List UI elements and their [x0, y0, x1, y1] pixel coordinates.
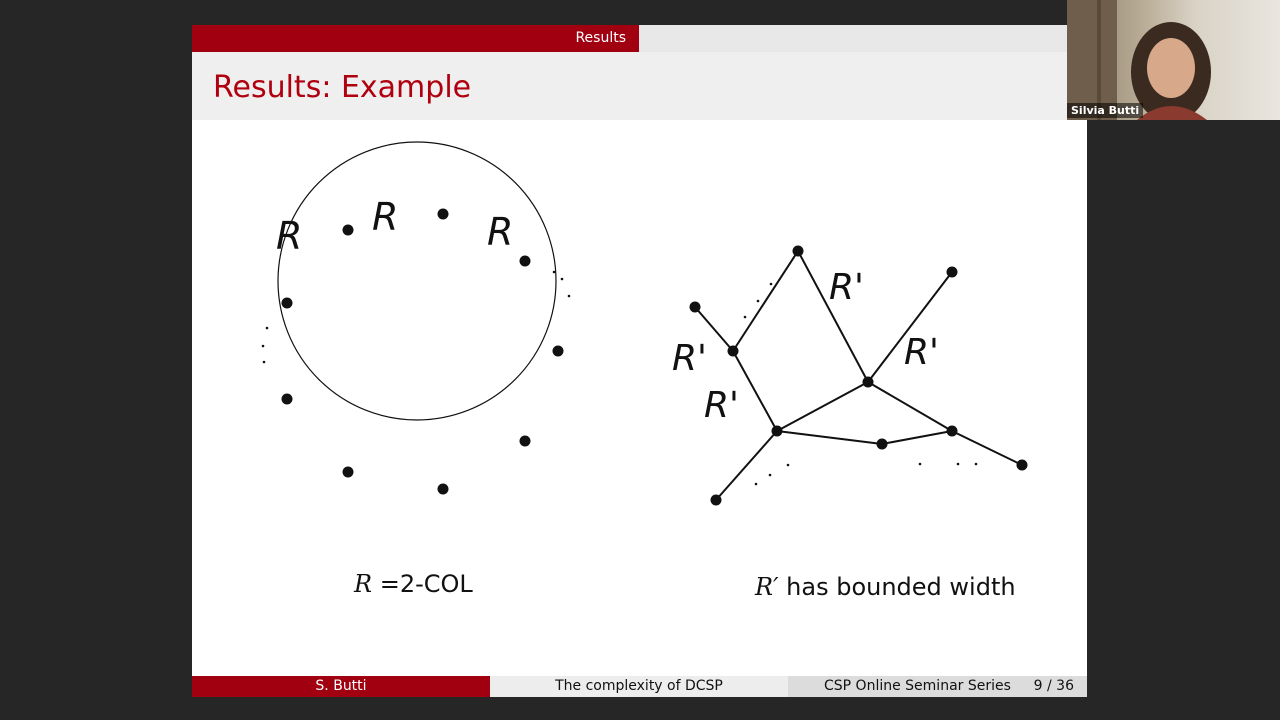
graph-vertex — [1017, 460, 1028, 471]
cycle-vertex — [520, 256, 531, 267]
cycle-vertices — [282, 209, 564, 495]
title-bar — [192, 52, 1087, 120]
graph-vertex — [772, 426, 783, 437]
edge-label-r: R — [487, 210, 514, 254]
footer-page-number: 9 / 36 — [1033, 678, 1074, 694]
section-label: Results — [192, 25, 639, 52]
graph-vertex — [877, 439, 888, 450]
edge-label-r: R — [276, 214, 303, 258]
presentation-slide — [192, 25, 1087, 697]
cycle-vertex — [282, 298, 293, 309]
cycle-edge-labels — [276, 195, 513, 258]
graph-vertex — [711, 495, 722, 506]
slide-footer — [192, 676, 1087, 697]
cycle-circle — [278, 142, 556, 420]
cycle-graph — [278, 142, 556, 420]
cycle-vertex — [438, 484, 449, 495]
edge-label-r-prime: R' — [704, 385, 739, 426]
footer-talk-title: The complexity of DCSP — [490, 676, 788, 697]
graph-edge-labels — [672, 267, 939, 426]
ellipsis-dots-right — [744, 283, 978, 486]
ellipsis-dots-left — [262, 271, 571, 364]
cycle-vertex — [343, 225, 354, 236]
edge-label-r: R — [372, 195, 399, 239]
slide-header-bar — [192, 25, 1087, 52]
participant-video — [1067, 0, 1280, 120]
edge-label-r-prime: R' — [829, 267, 864, 308]
cycle-vertex — [282, 394, 293, 405]
webcam-tile[interactable] — [1067, 0, 1280, 120]
participant-name: Silvia Butti — [1067, 103, 1143, 118]
cycle-vertex — [553, 346, 564, 357]
slide-title: Results: Example — [213, 70, 472, 105]
graph-vertex — [947, 426, 958, 437]
footer-series-block — [788, 676, 1087, 697]
cycle-vertex — [343, 467, 354, 478]
right-caption: R′ has bounded width — [755, 573, 1016, 601]
cycle-vertex — [438, 209, 449, 220]
graph-diagrams — [192, 120, 1087, 560]
graph-vertex — [690, 302, 701, 313]
footer-author: S. Butti — [192, 676, 490, 697]
graph-vertex — [793, 246, 804, 257]
edge-label-r-prime: R' — [672, 338, 707, 379]
graph-vertex — [728, 346, 739, 357]
cycle-vertex — [520, 436, 531, 447]
graph-vertex — [863, 377, 874, 388]
footer-series: CSP Online Seminar Series — [824, 678, 1011, 694]
graph-vertex — [947, 267, 958, 278]
left-caption: R =2-COL — [354, 570, 473, 598]
edge-label-r-prime: R' — [904, 332, 939, 373]
